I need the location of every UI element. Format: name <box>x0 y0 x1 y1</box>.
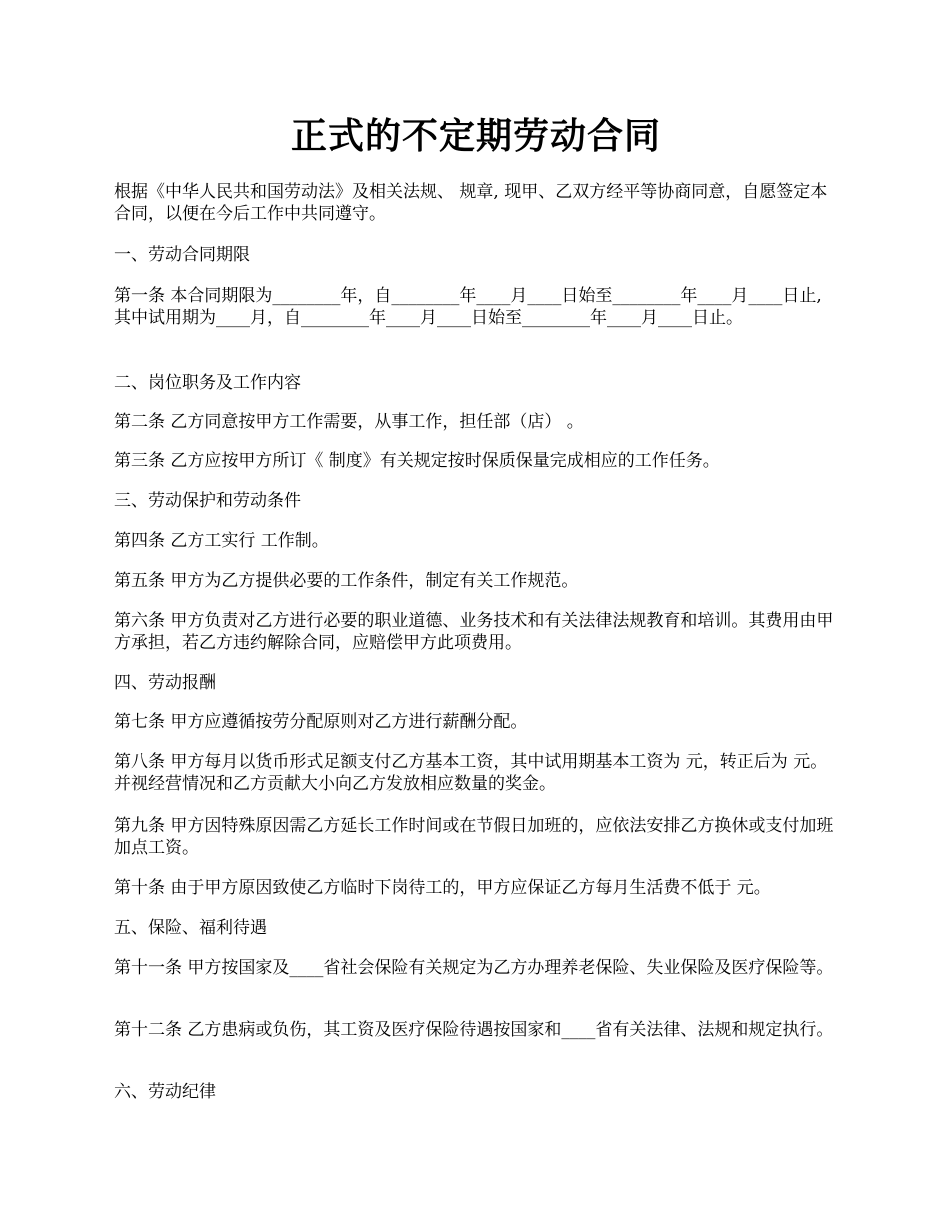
article-3: 第三条 乙方应按甲方所订《 制度》有关规定按时保质保量完成相应的工作任务。 <box>114 451 720 471</box>
intro-paragraph: 根据《中华人民共和国劳动法》及相关法规、 规章, 现甲、乙双方经平等协商同意，自愿签定本合同，以便在今后工作中共同遵守。 <box>114 182 828 224</box>
article-2: 第二条 乙方同意按甲方工作需要，从事工作，担任部（店） 。 <box>114 412 584 432</box>
article-7: 第七条 甲方应遵循按劳分配原则对乙方进行薪酬分配。 <box>114 712 528 732</box>
article-10: 第十条 由于甲方原因致使乙方临时下岗待工的，甲方应保证乙方每月生活费不低于 元。 <box>114 878 771 898</box>
article-4: 第四条 乙方工实行 工作制。 <box>114 531 329 551</box>
section-heading-6: 六、劳动纪律 <box>114 1082 216 1102</box>
article-1: 第一条 本合同期限为________年，自________年____月____日始至________年____月____日止,其中试用期为____月，自________年____月____日始至________年____月____日止。 <box>114 286 822 328</box>
section-heading-2: 二、岗位职务及工作内容 <box>114 373 301 393</box>
section-heading-5: 五、保险、福利待遇 <box>114 918 267 938</box>
article-6: 第六条 甲方负责对乙方进行必要的职业道德、业务技术和有关法律法规教育和培训。其费用由甲方承担，若乙方违约解除合同，应赔偿甲方此项费用。 <box>114 611 834 653</box>
article-12: 第十二条 乙方患病或负伤，其工资及医疗保险待遇按国家和____省有关法律、法规和规定执行。 <box>114 1020 834 1040</box>
section-heading-4: 四、劳动报酬 <box>114 673 216 693</box>
section-heading-3: 三、劳动保护和劳动条件 <box>114 491 301 511</box>
article-5: 第五条 甲方为乙方提供必要的工作条件，制定有关工作规范。 <box>114 571 579 591</box>
article-11: 第十一条 甲方按国家及____省社会保险有关规定为乙方办理养老保险、失业保险及医疗保险等。 <box>114 958 834 978</box>
article-9: 第九条 甲方因特殊原因需乙方延长工作时间或在节假日加班的，应依法安排乙方换休或支付加班加点工资。 <box>114 816 834 858</box>
section-heading-1: 一、劳动合同期限 <box>114 245 250 265</box>
document-title: 正式的不定期劳动合同 <box>290 115 661 157</box>
document-page <box>114 0 838 1230</box>
article-8: 第八条 甲方每月以货币形式足额支付乙方基本工资，其中试用期基本工资为 元，转正后为 元。并视经营情况和乙方贡献大小向乙方发放相应数量的奖金。 <box>114 752 828 794</box>
